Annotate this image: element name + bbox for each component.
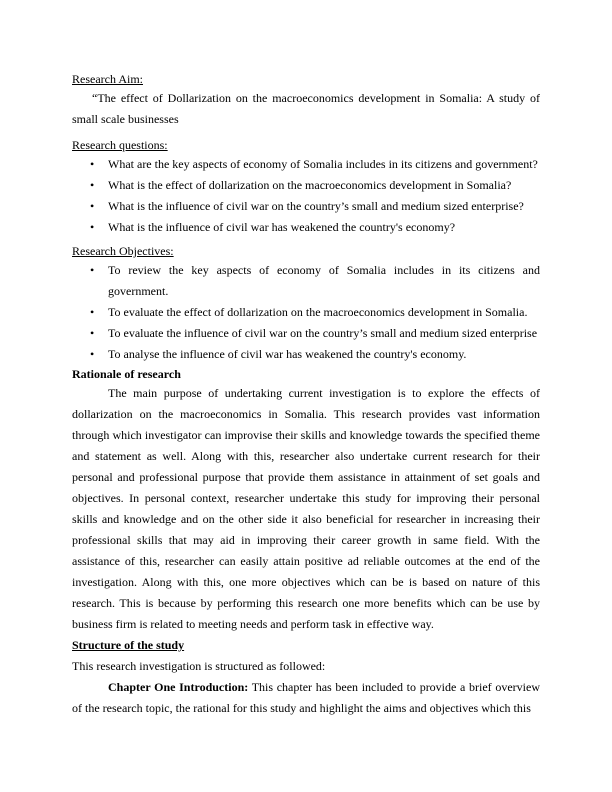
research-objective-text: To review the key aspects of economy of Somalia includes in its citizens and government. xyxy=(108,263,540,298)
bullet-icon: • xyxy=(90,157,95,171)
research-questions-list xyxy=(72,154,540,238)
research-question-text: What is the effect of dollarization on the macroeconomics development in Somalia? xyxy=(108,178,512,192)
list-item xyxy=(72,344,540,365)
research-objective-text: To analyse the influence of civil war has weakened the country's economy. xyxy=(108,347,467,361)
research-aim-text: “The effect of Dollarization on the macroeconomics development in Somalia: A study of small scale businesses xyxy=(72,91,540,126)
chapter-one-label: Chapter One Introduction: xyxy=(108,680,249,694)
list-item xyxy=(72,260,540,302)
research-objectives-list xyxy=(72,260,540,365)
list-item xyxy=(72,323,540,344)
bullet-icon: • xyxy=(90,347,95,361)
research-objectives-heading: Research Objectives: xyxy=(72,244,174,258)
list-item xyxy=(72,175,540,196)
bullet-icon: • xyxy=(90,305,95,319)
bullet-icon: • xyxy=(90,178,95,192)
research-questions-heading: Research questions: xyxy=(72,138,168,152)
research-objective-text: To evaluate the influence of civil war on the country’s small and medium sized enterprise xyxy=(108,326,538,340)
rationale-paragraph: The main purpose of undertaking current investigation is to explore the effects of dollarization on the macroeconomics in Somalia. This research provides vast information through which investigator can improvise their skills and knowledge towards the specified theme and statement as well. Along with this, researcher also undertake current research for their personal and professional purpose that provide them assistance in attainment of set goals and objectives. In personal context, researcher undertake this study for improving their personal skills and knowledge and on the other side it also beneficial for researcher in increasing their professional skills that may aid in improving their career growth in same field. With the assistance of this, researcher can easily attain positive ad reliable outcomes at the end of the investigation. Along with this, one more objectives which can be is based on nature of this research. This is because by performing this research one more benefits which can be use by business firm is related to meeting needs and perform task in effective way. xyxy=(72,386,540,631)
list-item xyxy=(72,217,540,238)
list-item xyxy=(72,196,540,217)
list-item xyxy=(72,154,540,175)
bullet-icon: • xyxy=(90,263,95,277)
bullet-icon: • xyxy=(90,220,95,234)
chapter-one-text: This chapter has been included to provide a brief overview of the research topic, the rational for this study and highlight the aims and objectives which this xyxy=(72,680,540,715)
bullet-icon: • xyxy=(90,326,95,340)
structure-heading: Structure of the study xyxy=(72,638,185,652)
bullet-icon: • xyxy=(90,199,95,213)
research-aim-heading: Research Aim: xyxy=(72,72,143,86)
list-item xyxy=(72,302,540,323)
research-question-text: What is the influence of civil war has weakened the country's economy? xyxy=(108,220,456,234)
structure-intro: This research investigation is structured as followed: xyxy=(72,659,326,673)
rationale-heading: Rationale of research xyxy=(72,367,181,381)
document-page xyxy=(72,70,540,719)
chapter-one-paragraph xyxy=(72,677,540,719)
research-question-text: What is the influence of civil war on the country’s small and medium sized enterprise? xyxy=(108,199,524,213)
research-question-text: What are the key aspects of economy of Somalia includes in its citizens and government? xyxy=(108,157,538,171)
research-objective-text: To evaluate the effect of dollarization on the macroeconomics development in Somalia. xyxy=(108,305,528,319)
